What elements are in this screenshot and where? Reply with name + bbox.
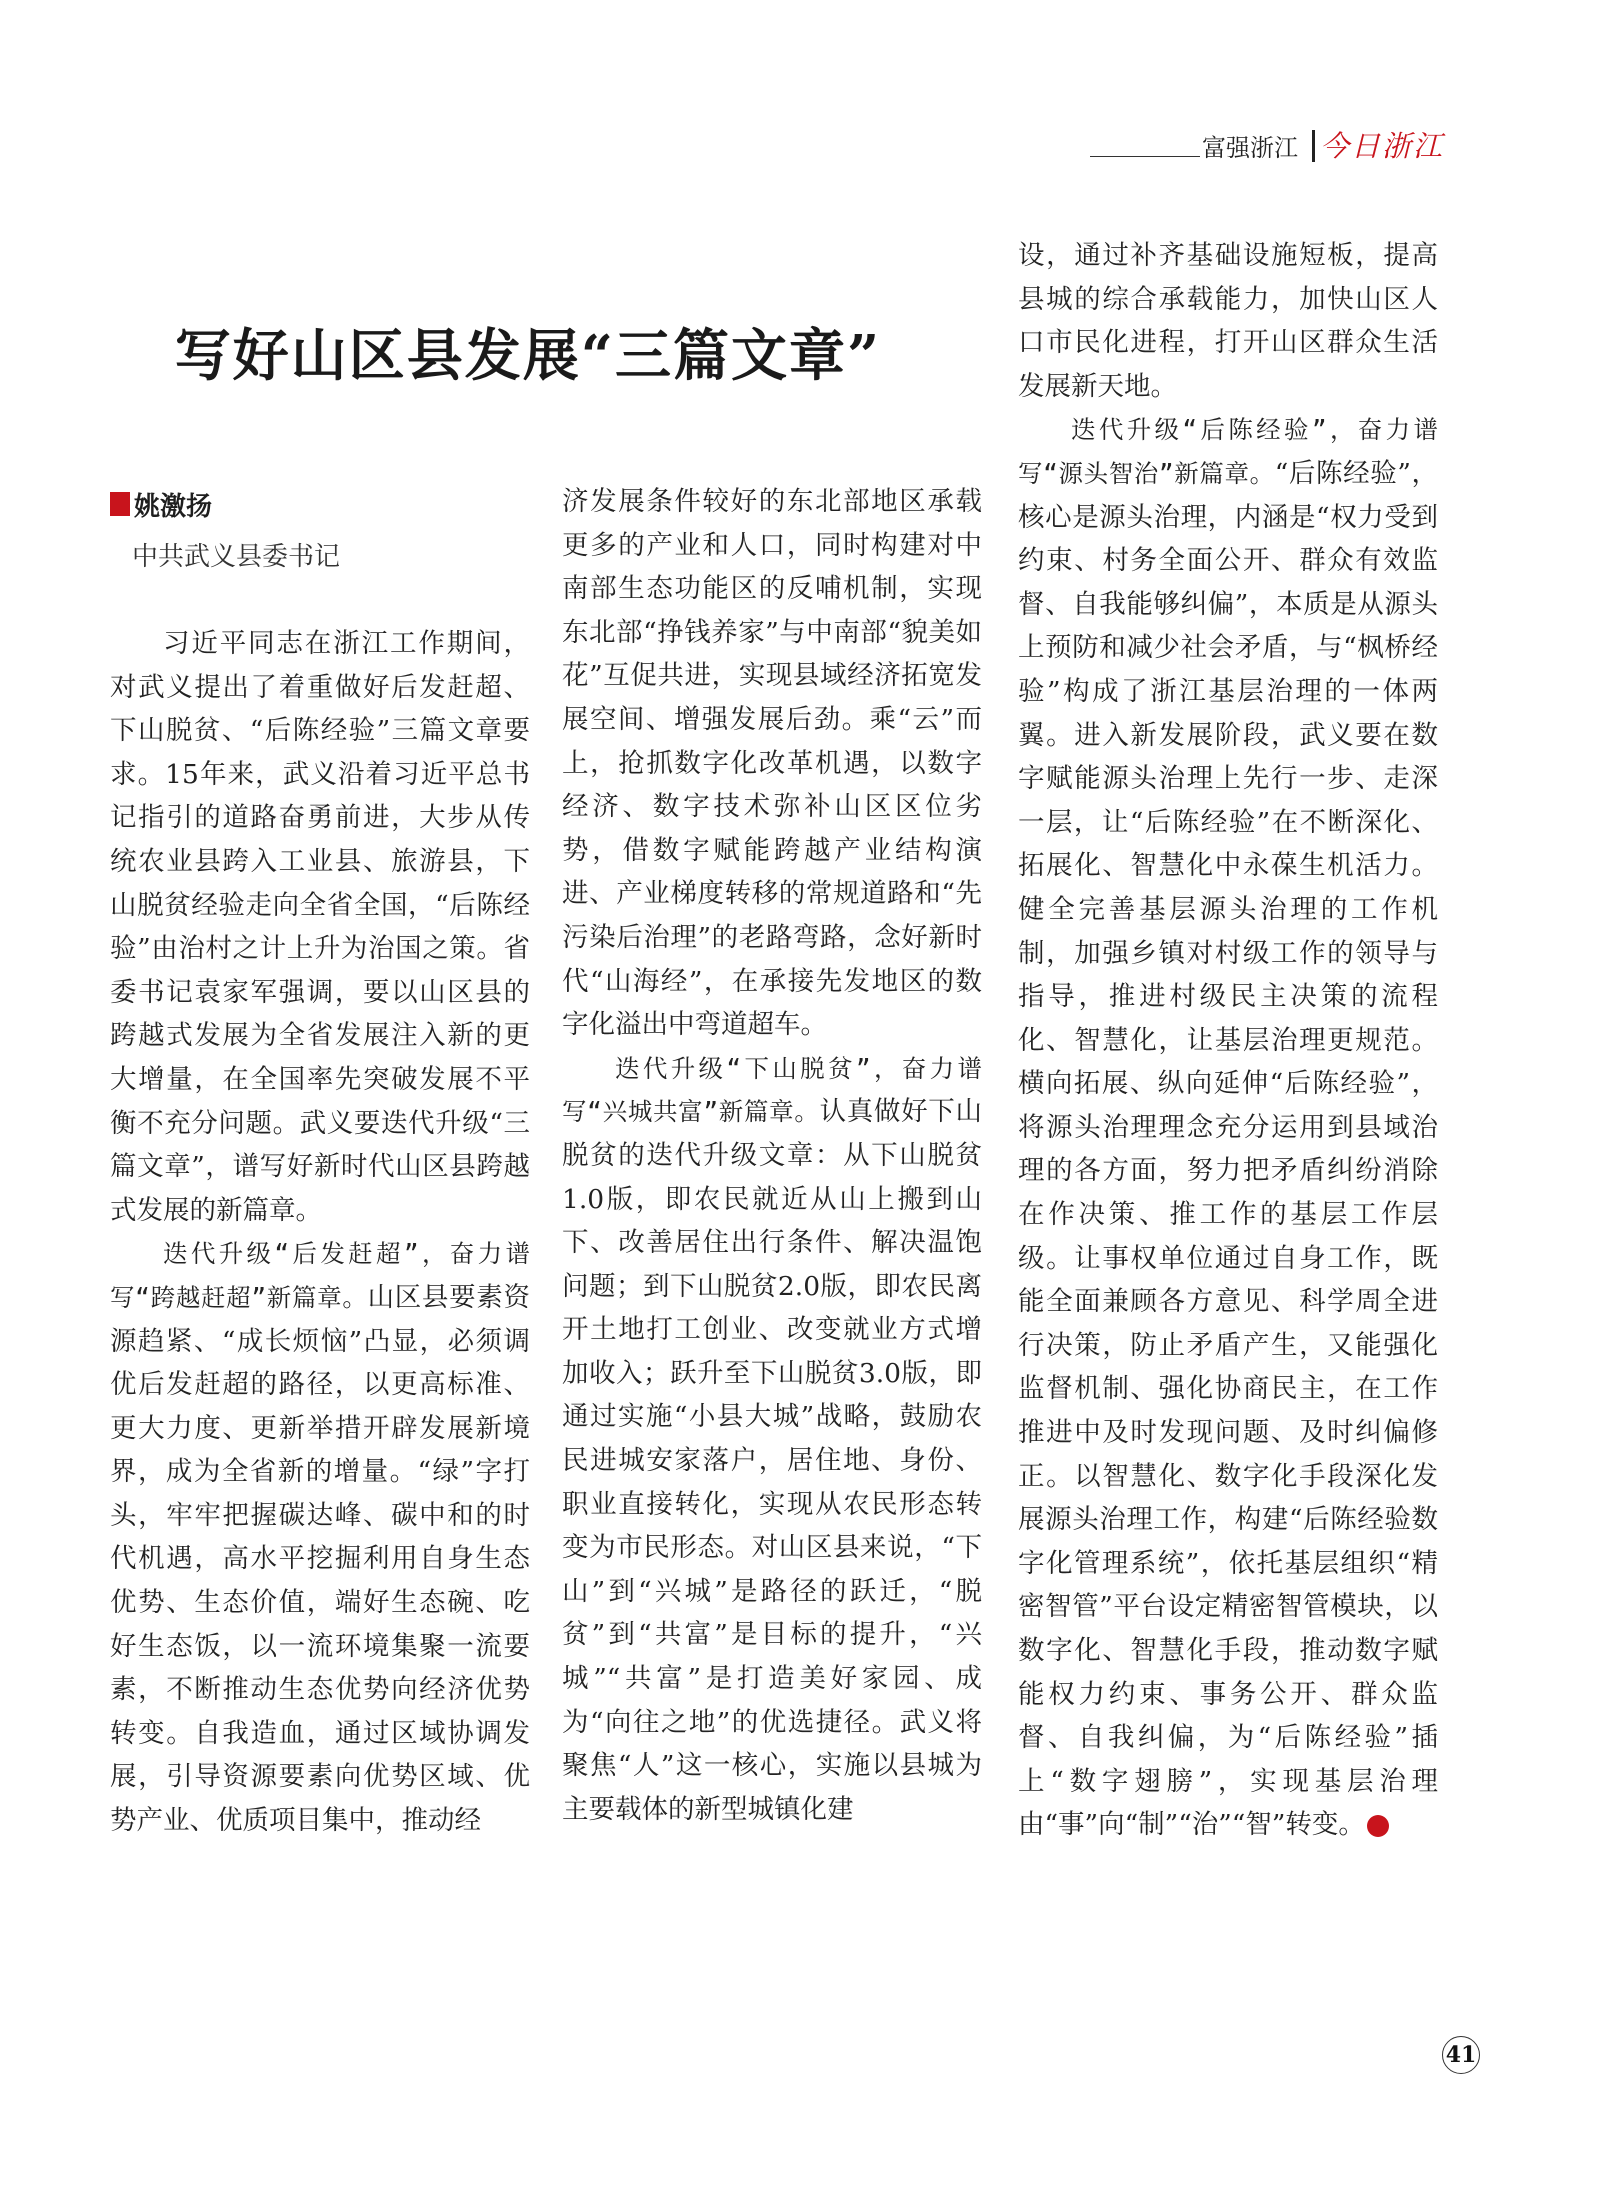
- paragraph-continued: 济发展条件较好的东北部地区承载更多的产业和人口，同时构建对中南部生态功能区的反哺机制，实现东北部“挣钱养家”与中南部“貌美如花”互促共进，实现县域经济拓宽发展空间、增强发展后劲。乘“云”而上，抢抓数字化改革机遇，以数字经济、数字技术弥补山区区位劣势，借数字赋能跨越产业结构演进、产业梯度转移的常规道路和“先污染后治理”的老路弯路，念好新时代“山海经”，在承接先发地区的数字化溢出中弯道超车。: [562, 486, 982, 1041]
- section-lead: 迭代升级“后陈经验”，奋力谱写“源头智治”新篇章。: [1018, 415, 1438, 488]
- paragraph-continued: 设，通过补齐基础设施短板，提高县城的综合承载能力，加快山区人口市民化进程，打开山区群众生活发展新天地。: [1018, 240, 1438, 402]
- paragraph: [562, 1047, 982, 1832]
- page-number: 41: [1442, 2036, 1480, 2074]
- text-column-3: [1018, 234, 1438, 1847]
- paragraph: [110, 1232, 530, 1842]
- paragraph-body: “后陈经验”，核心是源头治理，内涵是“权力受到约束、村务全面公开、群众有效监督、自我能够纠偏”，本质是从源头上预防和减少社会矛盾，与“枫桥经验”构成了浙江基层治理的一体两翼。进入新发展阶段，武义要在数字赋能源头治理上先行一步、走深一层，让“后陈经验”在不断深化、拓展化、智慧化中永葆生机活力。健全完善基层源头治理的工作机制，加强乡镇对村级工作的领导与指导，推进村级民主决策的流程化、智慧化，让基层治理更规范。横向拓展、纵向延伸“后陈经验”，将源头治理理念充分运用到县域治理的各方面，努力把矛盾纠纷消除在作决策、推工作的基层工作层级。让事权单位通过自身工作，既能全面兼顾各方意见、科学周全进行决策，防止矛盾产生，又能强化监督机制、强化协商民主，在工作推进中及时发现问题、及时纠偏修正。以智慧化、数字化手段深化发展源头治理工作，构建“后陈经验数字化管理系统”，依托基层组织“精密智管”平台设定精密智管模块，以数字化、智慧化手段，推动数字赋能权力约束、事务公开、群众监督、自我纠偏，为“后陈经验”插上“数字翅膀”，实现基层治理由“事”向“制”“治”“智”转变。: [1018, 457, 1438, 1841]
- author-name: 姚激扬: [134, 491, 213, 522]
- text-column-2: [562, 480, 982, 1831]
- red-square-icon: [110, 492, 130, 516]
- paragraph-body: 山区县要素资源趋紧、“成长烦恼”凸显，必须调优后发赶超的路径，以更高标准、更大力度、更新举措开辟发展新境界，成为全省新的增量。“绿”字打头，牢牢把握碳达峰、碳中和的时代机遇，高水平挖掘利用自身生态优势、生态价值，端好生态碗、吃好生态饭，以一流环境集聚一流要素，不断推动生态优势向经济优势转变。自我造血，通过区域协调发展，引导资源要素向优势区域、优势产业、优质项目集中，推动经: [110, 1281, 530, 1837]
- paragraph: 习近平同志在浙江工作期间，对武义提出了着重做好后发赶超、下山脱贫、“后陈经验”三篇文章要求。15年来，武义沿着习近平总书记指引的道路奋勇前进，大步从传统农业县跨入工业县、旅游县，下山脱贫经验走向全省全国，“后陈经验”由治村之计上升为治国之策。省委书记袁家军强调，要以山区县的跨越式发展为全省发展注入新的更大增量，在全国率先突破发展不平衡不充分问题。武义要迭代升级“三篇文章”，谱写好新时代山区县跨越式发展的新篇章。: [110, 628, 530, 1226]
- magazine-logo: 今日浙江: [1320, 129, 1445, 163]
- header-rule: [1090, 156, 1200, 157]
- header-divider: [1312, 130, 1315, 162]
- byline: [110, 486, 550, 573]
- text-column-1: [110, 622, 530, 1843]
- author-role: 中共武义县委书记: [132, 542, 341, 572]
- paragraph-body: 认真做好下山脱贫的迭代升级文章：从下山脱贫1.0版，即农民就近从山上搬到山下、改善居住出行条件、解决温饱问题；到下山脱贫2.0版，即农民离开土地打工创业、改变就业方式增加收入；跃升至下山脱贫3.0版，即通过实施“小县大城”战略，鼓励农民进城安家落户，居住地、身份、职业直接转化，实现从农民形态转变为市民形态。对山区县来说，“下山”到“兴城”是路径的跃迁，“脱贫”到“共富”是目标的提升，“兴城”“共富”是打造美好家园、成为“向往之地”的优选捷径。武义将聚焦“人”这一核心，实施以县城为主要载体的新型城镇化建: [562, 1096, 982, 1825]
- author-row: [110, 486, 550, 522]
- section-lead: 迭代升级“下山脱贫”，奋力谱写“兴城共富”新篇章。: [562, 1053, 982, 1127]
- paragraph: [1018, 408, 1438, 1847]
- article-title: 写好山区县发展“三篇文章”: [174, 323, 882, 389]
- section-lead: 迭代升级“后发赶超”，奋力谱写“跨越赶超”新篇章。: [110, 1239, 530, 1312]
- page-header: [1090, 124, 1450, 168]
- section-label: 富强浙江: [1202, 134, 1298, 162]
- end-mark-icon: [1367, 1815, 1389, 1837]
